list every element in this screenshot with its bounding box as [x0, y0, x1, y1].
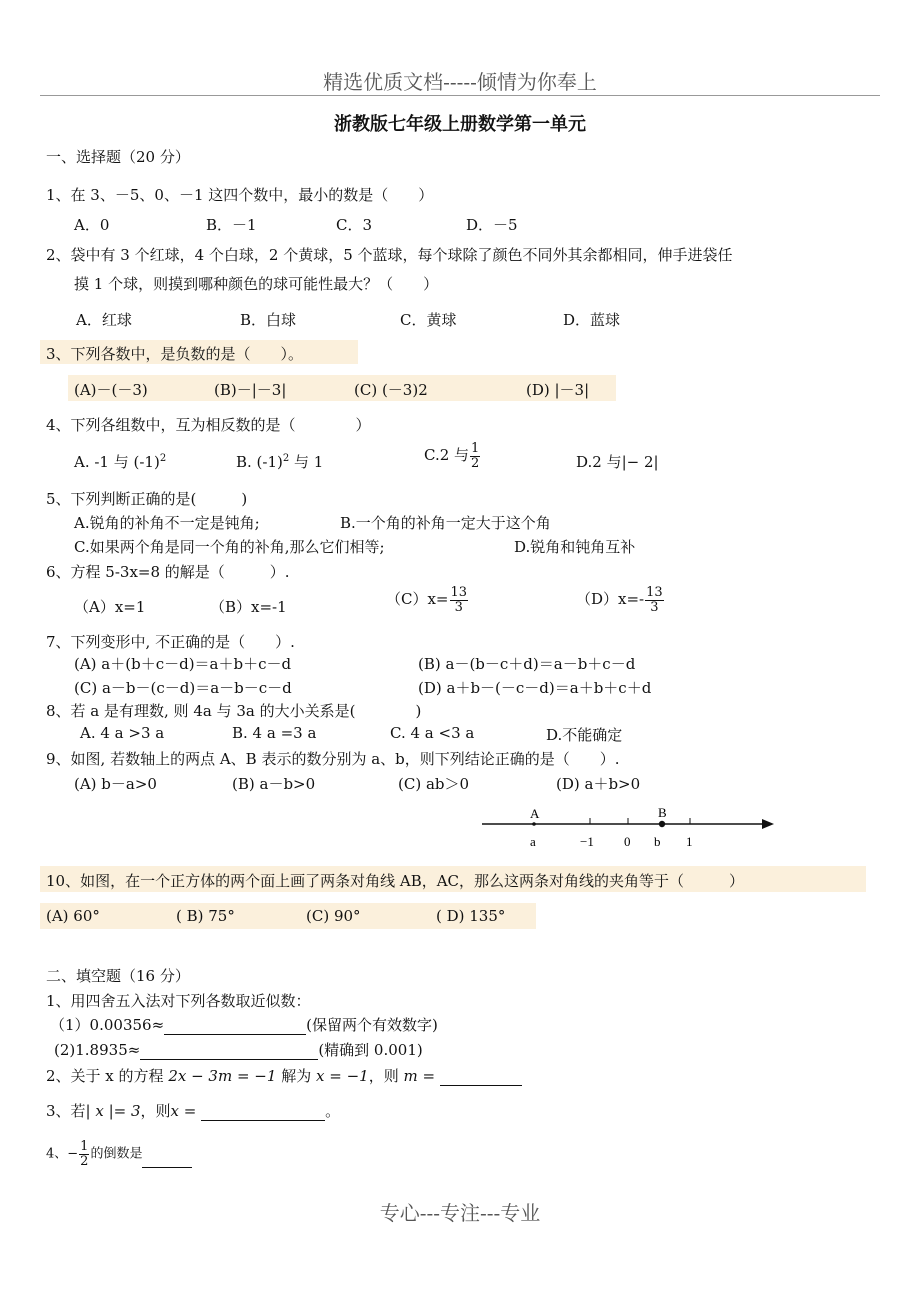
- q6-stem: 6、方程 5-3x=8 的解是（ ）.: [46, 563, 290, 581]
- label-B: B: [658, 805, 667, 820]
- q1-option-a: A．0: [74, 216, 110, 234]
- q8-stem: 8、若 a 是有理数, 则 4a 与 3a 的大小关系是( ): [46, 702, 422, 720]
- q3-option-d: (D) |－3|: [526, 381, 590, 399]
- q10-option-d: ( D) 135°: [436, 907, 506, 925]
- q3-stem: 3、下列各数中，是负数的是（ ）。: [46, 345, 304, 363]
- point-a-dot: [532, 822, 536, 826]
- section-2-heading: 二、填空题（16 分）: [46, 967, 190, 985]
- q2-option-d: D．蓝球: [563, 311, 621, 329]
- label-neg1: −1: [580, 834, 594, 849]
- number-line-figure: [478, 802, 778, 852]
- q4-option-b: B. $(-1)^2$ 与 1: [236, 453, 324, 471]
- q2-option-a: A．红球: [76, 311, 132, 329]
- q7-option-d: (D) a＋b－(－c－d)＝a＋b＋c＋d: [418, 679, 652, 697]
- header-divider: [40, 95, 880, 96]
- q4-stem: 4、下列各组数中，互为相反数的是（ ）: [46, 416, 371, 434]
- q7-option-a: (A) a＋(b＋c－d)＝a＋b＋c－d: [74, 655, 292, 673]
- q1-option-c: C．3: [336, 216, 373, 234]
- q9-option-a: (A) b－a>0: [74, 775, 157, 793]
- q3-option-c: (C) (－3)2: [354, 381, 428, 399]
- q4-option-c: C.2 与 $\frac{1}{2}$: [424, 441, 480, 471]
- q5-stem: 5、下列判断正确的是( ): [46, 490, 248, 508]
- q6-c-fraction: $\frac{13}{3}$: [450, 585, 468, 615]
- fill-q1-stem: 1、用四舍五入法对下列各数取近似数：: [46, 992, 311, 1010]
- label-a: a: [530, 834, 536, 849]
- q1-option-d: D．－5: [466, 216, 518, 234]
- q8-option-b: B. 4 a =3 a: [232, 724, 317, 742]
- page-footer: 专心---专注---专业: [379, 1201, 541, 1225]
- q9-stem: 9、如图, 若数轴上的两点 A、B 表示的数分别为 a、b，则下列结论正确的是（ ）.: [46, 750, 620, 768]
- q8-option-d: D.不能确定: [546, 726, 623, 744]
- q10-option-a: (A) 60°: [46, 907, 100, 925]
- q3-option-b: (B)－|－3|: [214, 381, 287, 399]
- label-b: b: [654, 834, 661, 849]
- document-title: 浙教版七年级上册数学第一单元: [334, 114, 586, 135]
- fill-q1-part1: （1）0.00356≈ (保留两个有效数字): [50, 1016, 438, 1034]
- label-1: 1: [686, 834, 693, 849]
- q6-option-a: （A）x=1: [74, 598, 146, 616]
- q6-option-b: （B）x=-1: [210, 598, 287, 616]
- fill-q2: 2、关于 x 的方程 2x − 3m = −1 解为 x = −1，则 m =: [46, 1065, 522, 1086]
- q2-stem-line2: 摸 1 个球，则摸到哪种颜色的球可能性最大？（ ）: [74, 275, 439, 293]
- q9-option-b: (B) a－b>0: [232, 775, 316, 793]
- fill-q3: 3、若| x |= 3，则x = 。: [46, 1102, 341, 1120]
- answer-blank-3[interactable]: [440, 1071, 522, 1086]
- q5-option-c: C.如果两个角是同一个角的补角,那么它们相等;: [74, 538, 385, 556]
- q9-option-c: (C) ab＞0: [398, 775, 470, 793]
- q2-stem-line1: 2、袋中有 3 个红球，4 个白球，2 个黄球，5 个蓝球，每个球除了颜色不同外其余都相同，伸手进袋任: [46, 246, 733, 264]
- q3-option-a: (A)－(－3): [74, 381, 148, 399]
- q2-option-c: C．黄球: [400, 311, 457, 329]
- q4-option-a: A. -1 与 $(-1)^2$: [74, 453, 167, 471]
- q8-option-c: C. 4 a <3 a: [390, 724, 475, 742]
- q5-option-b: B.一个角的补角一定大于这个角: [340, 514, 551, 532]
- q1-option-b: B．－1: [206, 216, 257, 234]
- q10-option-c: (C) 90°: [306, 907, 361, 925]
- q5-option-a: A.锐角的补角不一定是钝角;: [74, 514, 260, 532]
- q8-option-a: A. 4 a >3 a: [80, 724, 165, 742]
- q1-stem: 1、在 3、－5、0、－1 这四个数中，最小的数是（ ）: [46, 186, 434, 204]
- page-header: 精选优质文档-----倾情为你奉上: [323, 70, 597, 94]
- q7-option-b: (B) a－(b－c＋d)＝a－b＋c－d: [418, 655, 636, 673]
- fill-q1-part2: (2)1.8935≈ (精确到 0.001): [54, 1041, 423, 1059]
- q7-stem: 7、下列变形中, 不正确的是（ ）.: [46, 633, 295, 651]
- point-b-dot: [659, 821, 665, 827]
- answer-blank-1[interactable]: [164, 1020, 306, 1035]
- q4-fraction: $\frac{1}{2}$: [471, 441, 480, 471]
- q2-option-b: B．白球: [240, 311, 297, 329]
- answer-blank-4[interactable]: [201, 1106, 325, 1121]
- q6-d-fraction: $\frac{13}{3}$: [646, 585, 663, 615]
- answer-blank-2[interactable]: [140, 1045, 318, 1060]
- label-0: 0: [624, 834, 631, 849]
- q6-option-c: （C）x= $\frac{13}{3}$: [386, 585, 468, 615]
- q7-option-c: (C) a－b－(c－d)＝a－b－c－d: [74, 679, 292, 697]
- q6-option-d: （D）x=- $\frac{13}{3}$: [576, 585, 663, 615]
- number-line-arrow: [762, 819, 774, 829]
- answer-blank-5[interactable]: [142, 1153, 192, 1168]
- q10-stem: 10、如图，在一个正方体的两个面上画了两条对角线 AB，AC，那么这两条对角线的夹角等于（ ）: [46, 872, 745, 890]
- fill-q4-fraction: $\frac{1}{2}$: [80, 1139, 89, 1169]
- fill-q4: 4、− $\frac{1}{2}$ 的倒数是: [46, 1140, 192, 1168]
- label-A: A: [530, 806, 540, 821]
- q9-option-d: (D) a＋b>0: [556, 775, 641, 793]
- q4-option-d: D.2 与|− 2|: [576, 453, 659, 471]
- q10-option-b: ( B) 75°: [176, 907, 235, 925]
- section-1-heading: 一、选择题（20 分）: [46, 148, 190, 166]
- q5-option-d: D.锐角和钝角互补: [514, 538, 636, 556]
